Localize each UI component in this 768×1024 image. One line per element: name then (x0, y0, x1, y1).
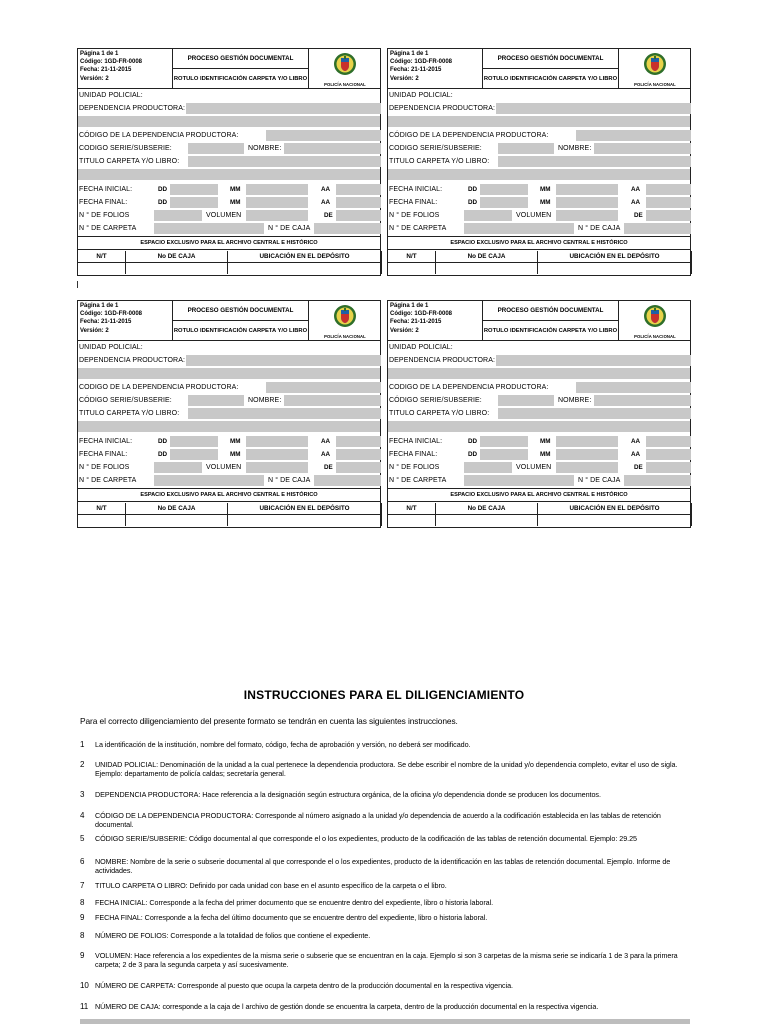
folder-box-row (388, 222, 690, 235)
dd-label: DD (158, 199, 168, 206)
dd-label: DD (468, 438, 478, 445)
series-field[interactable] (498, 395, 554, 406)
series-row (78, 394, 380, 407)
producer-row (388, 102, 690, 115)
name-label: NOMBRE: (558, 397, 592, 404)
deposit-table (388, 503, 690, 526)
unit-field[interactable] (148, 342, 381, 353)
producer-code-row (388, 129, 690, 142)
folios-field[interactable] (464, 210, 512, 221)
start-month-field[interactable] (246, 184, 308, 195)
dd-label: DD (468, 199, 478, 206)
folios-row (388, 461, 690, 474)
process-title: PROCESO GESTIÓN DOCUMENTAL (483, 49, 619, 69)
dd-label: DD (468, 451, 478, 458)
producer-row (388, 354, 690, 367)
aa-label: AA (631, 186, 641, 193)
page-number: Página 1 de 1 (80, 303, 119, 309)
card-header (388, 49, 690, 89)
process-title: PROCESO GESTIÓN DOCUMENTAL (173, 301, 309, 321)
start-date-label: FECHA INICIAL: (79, 438, 133, 445)
folder-title-label: TITULO CARPETA Y/O LIBRO: (389, 410, 490, 417)
dd-label: DD (158, 451, 168, 458)
start-month-field[interactable] (246, 436, 308, 447)
start-month-field[interactable] (556, 184, 618, 195)
instruction-number: 2 (80, 760, 85, 769)
box-number-field[interactable] (624, 223, 691, 234)
end-month-field[interactable] (246, 197, 308, 208)
logo-caption: POLICÍA NACIONAL (634, 334, 676, 339)
volume-field[interactable] (556, 462, 618, 473)
mm-label: MM (230, 451, 241, 458)
folder-title-row (388, 155, 690, 168)
police-shield-icon (643, 52, 667, 76)
instruction-number: 10 (80, 981, 89, 990)
police-shield-icon (333, 304, 357, 328)
producer-field[interactable] (496, 355, 691, 366)
start-day-field[interactable] (170, 436, 218, 447)
aa-label: AA (321, 199, 331, 206)
instruction-text: TITULO CARPETA O LIBRO: Definido por cada unidad con base en el asunto específico de la carpeta o el libro. (95, 881, 447, 890)
folios-row (78, 209, 380, 222)
producer-field[interactable] (496, 103, 691, 114)
producer-label: DEPENDENCIA PRODUCTORA: (79, 357, 186, 364)
form-version: Versión: 2 (80, 75, 109, 82)
police-logo (309, 301, 381, 341)
col-box: No DE CAJA (436, 503, 538, 526)
folios-field[interactable] (154, 462, 202, 473)
card-meta (388, 49, 483, 89)
form-date: Fecha: 21-11-2015 (390, 319, 442, 326)
end-date-row (388, 448, 690, 461)
aa-label: AA (631, 451, 641, 458)
end-day-field[interactable] (480, 197, 528, 208)
producer-code-field[interactable] (576, 382, 691, 393)
aa-label: AA (321, 438, 331, 445)
stray-mark (77, 281, 78, 288)
producer-code-field[interactable] (266, 382, 381, 393)
volume-label: VOLUMEN (206, 212, 242, 219)
process-title: PROCESO GESTIÓN DOCUMENTAL (173, 49, 309, 69)
mm-label: MM (230, 438, 241, 445)
table-row-divider (78, 262, 380, 263)
folder-label-card (77, 48, 381, 276)
folder-number-field[interactable] (464, 475, 574, 486)
unit-field[interactable] (148, 90, 381, 101)
instruction-number: 5 (80, 834, 85, 843)
series-row (78, 142, 380, 155)
instruction-text: NÚMERO DE CAJA: corresponde a la caja de l archivo de gestión donde se encuentra la carpeta, dentro de la producción documental en la respectiva vigencia. (95, 1002, 599, 1011)
name-field[interactable] (284, 143, 381, 154)
end-date-row (78, 448, 380, 461)
folder-title-row (388, 407, 690, 420)
dd-label: DD (468, 186, 478, 193)
folder-title-label: TITULO CARPETA Y/O LIBRO: (79, 158, 180, 165)
producer-code-label: CÓDIGO DE LA DEPENDENCIA PRODUCTORA: (389, 132, 549, 139)
start-date-row (78, 435, 380, 448)
volume-total-field[interactable] (336, 210, 381, 221)
folder-label-card (387, 300, 691, 528)
end-year-field[interactable] (336, 197, 381, 208)
start-date-row (388, 183, 690, 196)
unit-label: UNIDAD POLICIAL: (79, 92, 143, 99)
col-location: UBICACIÓN EN EL DEPÓSITO (538, 503, 692, 526)
police-shield-icon (333, 52, 357, 76)
form-code: Código: 1GD-FR-0008 (390, 59, 453, 66)
folder-title-row (78, 407, 380, 420)
folios-field[interactable] (154, 210, 202, 221)
name-field[interactable] (594, 395, 691, 406)
of-label: DE (634, 212, 643, 219)
name-label: NOMBRE: (248, 145, 282, 152)
instruction-text: NÚMERO DE CARPETA: Corresponde al puesto que ocupa la carpeta dentro de la producción documental en la respectiva vigencia. (95, 981, 514, 990)
end-day-field[interactable] (480, 449, 528, 460)
box-number-field[interactable] (624, 475, 691, 486)
folder-number-field[interactable] (464, 223, 574, 234)
producer-band (78, 116, 380, 127)
series-row (388, 394, 690, 407)
folder-number-field[interactable] (154, 475, 264, 486)
series-row (388, 142, 690, 155)
unit-field[interactable] (458, 342, 691, 353)
producer-band (388, 116, 690, 127)
card-header (78, 301, 380, 341)
start-month-field[interactable] (556, 436, 618, 447)
unit-row (388, 341, 690, 354)
instruction-number: 8 (80, 898, 85, 907)
of-label: DE (634, 464, 643, 471)
producer-label: DEPENDENCIA PRODUCTORA: (389, 357, 496, 364)
producer-band (78, 368, 380, 379)
series-field[interactable] (498, 143, 554, 154)
police-logo (309, 49, 381, 89)
page-number: Página 1 de 1 (390, 303, 429, 309)
start-year-field[interactable] (646, 184, 691, 195)
box-number-field[interactable] (314, 475, 381, 486)
unit-row (78, 341, 380, 354)
card-header (388, 301, 690, 341)
deposit-table (78, 251, 380, 274)
folder-number-label: N ° DE CARPETA (389, 477, 447, 484)
volume-field[interactable] (246, 210, 308, 221)
folder-label-card (387, 48, 691, 276)
instruction-number: 8 (80, 931, 85, 940)
start-year-field[interactable] (336, 184, 381, 195)
folder-title-row (78, 155, 380, 168)
box-number-field[interactable] (314, 223, 381, 234)
instruction-number: 6 (80, 857, 85, 866)
end-date-label: FECHA FINAL: (389, 451, 438, 458)
folder-title-band (388, 421, 690, 432)
end-month-field[interactable] (246, 449, 308, 460)
start-day-field[interactable] (480, 184, 528, 195)
producer-row (78, 102, 380, 115)
table-row-divider (388, 262, 690, 263)
folios-row (388, 209, 690, 222)
box-number-label: N ° DE CAJA (578, 477, 621, 484)
producer-code-label: CODIGO DE LA DEPENDENCIA PRODUCTORA: (389, 384, 549, 391)
box-number-label: N ° DE CAJA (268, 225, 311, 232)
card-header (78, 49, 380, 89)
form-code: Código: 1GD-FR-0008 (390, 311, 453, 318)
name-label: NOMBRE: (248, 397, 282, 404)
instruction-number: 1 (80, 740, 85, 749)
instruction-text: VOLUMEN: Hace referencia a los expedientes de la misma serie o subserie que se encuentran en la caja. Ejemplo si son 3 carpetas de la misma serie se indicaría 1 de 3 para la primera carpeta; 2 de 3 para la segunda carpeta y así sucesivamente. (95, 951, 678, 969)
police-shield-icon (643, 304, 667, 328)
end-day-field[interactable] (170, 449, 218, 460)
instruction-text: La identificación de la institución, nombre del formato, código, fecha de aprobación y versión, no deberá ser modificado. (95, 740, 471, 749)
col-location: UBICACIÓN EN EL DEPÓSITO (228, 503, 382, 526)
start-date-label: FECHA INICIAL: (79, 186, 133, 193)
archive-header: ESPACIO EXCLUSIVO PARA EL ARCHIVO CENTRAL E HISTÓRICO (78, 488, 380, 502)
unit-field[interactable] (458, 90, 691, 101)
col-nt: N/T (388, 251, 436, 274)
logo-caption: POLICÍA NACIONAL (634, 82, 676, 87)
producer-field[interactable] (186, 103, 381, 114)
start-year-field[interactable] (336, 436, 381, 447)
table-row-divider (78, 514, 380, 515)
aa-label: AA (321, 186, 331, 193)
col-location: UBICACIÓN EN EL DEPÓSITO (228, 251, 382, 274)
unit-label: UNIDAD POLICIAL: (79, 344, 143, 351)
series-label: CODIGO SERIE/SUBSERIE: (389, 145, 482, 152)
producer-band (388, 368, 690, 379)
of-label: DE (324, 464, 333, 471)
deposit-table (388, 251, 690, 274)
form-date: Fecha: 21-11-2015 (80, 67, 132, 74)
end-month-field[interactable] (556, 449, 618, 460)
unit-label: UNIDAD POLICIAL: (389, 344, 453, 351)
mm-label: MM (540, 199, 551, 206)
folder-box-row (78, 222, 380, 235)
start-day-field[interactable] (170, 184, 218, 195)
folder-box-row (388, 474, 690, 487)
producer-code-row (78, 381, 380, 394)
volume-total-field[interactable] (336, 462, 381, 473)
folios-label: N ° DE FOLIOS (79, 212, 130, 219)
mm-label: MM (540, 451, 551, 458)
producer-label: DEPENDENCIA PRODUCTORA: (389, 105, 496, 112)
volume-label: VOLUMEN (516, 212, 552, 219)
end-date-row (388, 196, 690, 209)
box-number-label: N ° DE CAJA (268, 477, 311, 484)
volume-total-field[interactable] (646, 210, 691, 221)
form-date: Fecha: 21-11-2015 (390, 67, 442, 74)
instruction-number: 7 (80, 881, 85, 890)
police-logo (619, 301, 691, 341)
dd-label: DD (158, 186, 168, 193)
folder-title-field[interactable] (498, 408, 691, 419)
series-label: CÓDIGO SERIE/SUBSERIE: (389, 397, 482, 404)
end-date-label: FECHA FINAL: (389, 199, 438, 206)
series-field[interactable] (188, 143, 244, 154)
col-box: No DE CAJA (436, 251, 538, 274)
instruction-text: UNIDAD POLICIAL: Denominación de la unidad a la cual pertenece la dependencia productora. Se debe escribir el nombre de la unidad y/o dependencia completo, evitar el uso de sigla. Ejemplo: departamento de policía caldas; secretaría general. (95, 760, 678, 778)
folder-title-field[interactable] (498, 156, 691, 167)
form-code: Código: 1GD-FR-0008 (80, 59, 143, 66)
logo-caption: POLICÍA NACIONAL (324, 82, 366, 87)
end-year-field[interactable] (646, 449, 691, 460)
form-code: Código: 1GD-FR-0008 (80, 311, 143, 318)
mm-label: MM (540, 438, 551, 445)
producer-code-row (388, 381, 690, 394)
instruction-text: FECHA INICIAL: Corresponde a la fecha del primer documento que se encuentre dentro del expediente, libro o historia laboral. (95, 898, 494, 907)
form-title: ROTULO IDENTIFICACIÓN CARPETA Y/O LIBRO (173, 321, 309, 341)
folios-label: N ° DE FOLIOS (389, 464, 440, 471)
col-location: UBICACIÓN EN EL DEPÓSITO (538, 251, 692, 274)
producer-code-field[interactable] (266, 130, 381, 141)
folder-title-band (78, 169, 380, 180)
unit-row (78, 89, 380, 102)
folder-number-label: N ° DE CARPETA (79, 477, 137, 484)
volume-field[interactable] (246, 462, 308, 473)
end-year-field[interactable] (646, 197, 691, 208)
form-date: Fecha: 21-11-2015 (80, 319, 132, 326)
producer-code-label: CÓDIGO DE LA DEPENDENCIA PRODUCTORA: (79, 132, 239, 139)
folder-title-band (78, 421, 380, 432)
dd-label: DD (158, 438, 168, 445)
folder-number-label: N ° DE CARPETA (389, 225, 447, 232)
volume-field[interactable] (556, 210, 618, 221)
form-title: ROTULO IDENTIFICACIÓN CARPETA Y/O LIBRO (173, 69, 309, 89)
of-label: DE (324, 212, 333, 219)
producer-code-label: CODIGO DE LA DEPENDENCIA PRODUCTORA: (79, 384, 239, 391)
bottom-rule (80, 1019, 690, 1024)
card-meta (78, 49, 173, 89)
volume-label: VOLUMEN (206, 464, 242, 471)
form-title: ROTULO IDENTIFICACIÓN CARPETA Y/O LIBRO (483, 321, 619, 341)
instruction-text: DEPENDENCIA PRODUCTORA: Hace referencia a la designación según estructura orgánica, de la oficina y/o dependencia donde se producen los documentos. (95, 790, 601, 799)
card-meta (78, 301, 173, 341)
unit-row (388, 89, 690, 102)
instructions-intro: Para el correcto diligenciamiento del presente formato se tendrán en cuenta las siguientes instrucciones. (80, 716, 458, 726)
start-date-row (78, 183, 380, 196)
form-version: Versión: 2 (390, 75, 419, 82)
volume-label: VOLUMEN (516, 464, 552, 471)
instruction-text: CÓDIGO SERIE/SUBSERIE: Código documental al que corresponde el o los expedientes, producto de la codificación de las tablas de retención documental. Ejemplo: 29.25 (95, 834, 638, 843)
form-version: Versión: 2 (80, 327, 109, 334)
folder-label-card (77, 300, 381, 528)
end-date-label: FECHA FINAL: (79, 199, 128, 206)
folios-field[interactable] (464, 462, 512, 473)
instruction-number: 9 (80, 913, 85, 922)
process-title: PROCESO GESTIÓN DOCUMENTAL (483, 301, 619, 321)
instruction-text: CÓDIGO DE LA DEPENDENCIA PRODUCTORA: Corresponde al número asignado a la unidad y/o dependencia de acuerdo a la codificación establecida en las tablas de retención documental. (95, 811, 661, 829)
folder-title-label: TITULO CARPETA Y/O LIBRO: (79, 410, 180, 417)
col-box: No DE CAJA (126, 503, 228, 526)
aa-label: AA (321, 451, 331, 458)
instruction-number: 11 (80, 1002, 89, 1011)
name-field[interactable] (284, 395, 381, 406)
form-title: ROTULO IDENTIFICACIÓN CARPETA Y/O LIBRO (483, 69, 619, 89)
end-month-field[interactable] (556, 197, 618, 208)
instruction-number: 3 (80, 790, 85, 799)
aa-label: AA (631, 438, 641, 445)
page-number: Página 1 de 1 (80, 51, 119, 57)
folder-box-row (78, 474, 380, 487)
logo-caption: POLICÍA NACIONAL (324, 334, 366, 339)
mm-label: MM (230, 186, 241, 193)
name-field[interactable] (594, 143, 691, 154)
instruction-text: NOMBRE: Nombre de la serie o subserie documental al que corresponde el o los expedientes, producto de la identificación en las tablas de retención documental. Ejemplo. Informe de actividades. (95, 857, 671, 875)
folder-title-field[interactable] (188, 156, 381, 167)
card-meta (388, 301, 483, 341)
instruction-number: 9 (80, 951, 85, 960)
producer-code-row (78, 129, 380, 142)
start-year-field[interactable] (646, 436, 691, 447)
instruction-number: 4 (80, 811, 85, 820)
series-label: CODIGO SERIE/SUBSERIE: (79, 145, 172, 152)
archive-header: ESPACIO EXCLUSIVO PARA EL ARCHIVO CENTRAL E HISTÓRICO (78, 236, 380, 250)
col-nt: N/T (78, 251, 126, 274)
end-date-label: FECHA FINAL: (79, 451, 128, 458)
folder-number-field[interactable] (154, 223, 264, 234)
folios-label: N ° DE FOLIOS (79, 464, 130, 471)
folios-row (78, 461, 380, 474)
series-label: CÓDIGO SERIE/SUBSERIE: (79, 397, 172, 404)
col-nt: N/T (388, 503, 436, 526)
unit-label: UNIDAD POLICIAL: (389, 92, 453, 99)
aa-label: AA (631, 199, 641, 206)
instruction-text: NÚMERO DE FOLIOS: Corresponde a la totalidad de folios que contiene el expediente. (95, 931, 371, 940)
col-nt: N/T (78, 503, 126, 526)
archive-header: ESPACIO EXCLUSIVO PARA EL ARCHIVO CENTRAL E HISTÓRICO (388, 488, 690, 502)
folder-title-field[interactable] (188, 408, 381, 419)
box-number-label: N ° DE CAJA (578, 225, 621, 232)
start-day-field[interactable] (480, 436, 528, 447)
form-version: Versión: 2 (390, 327, 419, 334)
volume-total-field[interactable] (646, 462, 691, 473)
folder-title-label: TITULO CARPETA Y/O LIBRO: (389, 158, 490, 165)
folios-label: N ° DE FOLIOS (389, 212, 440, 219)
police-logo (619, 49, 691, 89)
folder-title-band (388, 169, 690, 180)
end-day-field[interactable] (170, 197, 218, 208)
deposit-table (78, 503, 380, 526)
table-row-divider (388, 514, 690, 515)
series-field[interactable] (188, 395, 244, 406)
producer-row (78, 354, 380, 367)
start-date-label: FECHA INICIAL: (389, 186, 443, 193)
mm-label: MM (540, 186, 551, 193)
mm-label: MM (230, 199, 241, 206)
name-label: NOMBRE: (558, 145, 592, 152)
producer-code-field[interactable] (576, 130, 691, 141)
instructions-title: INSTRUCCIONES PARA EL DILIGENCIAMIENTO (243, 688, 525, 702)
start-date-label: FECHA INICIAL: (389, 438, 443, 445)
end-date-row (78, 196, 380, 209)
start-date-row (388, 435, 690, 448)
instruction-text: FECHA FINAL: Corresponde a la fecha del último documento que se encuentre dentro del expediente, libro o historia laboral. (95, 913, 488, 922)
producer-label: DEPENDENCIA PRODUCTORA: (79, 105, 186, 112)
end-year-field[interactable] (336, 449, 381, 460)
col-box: No DE CAJA (126, 251, 228, 274)
folder-number-label: N ° DE CARPETA (79, 225, 137, 232)
archive-header: ESPACIO EXCLUSIVO PARA EL ARCHIVO CENTRAL E HISTÓRICO (388, 236, 690, 250)
page-number: Página 1 de 1 (390, 51, 429, 57)
producer-field[interactable] (186, 355, 381, 366)
